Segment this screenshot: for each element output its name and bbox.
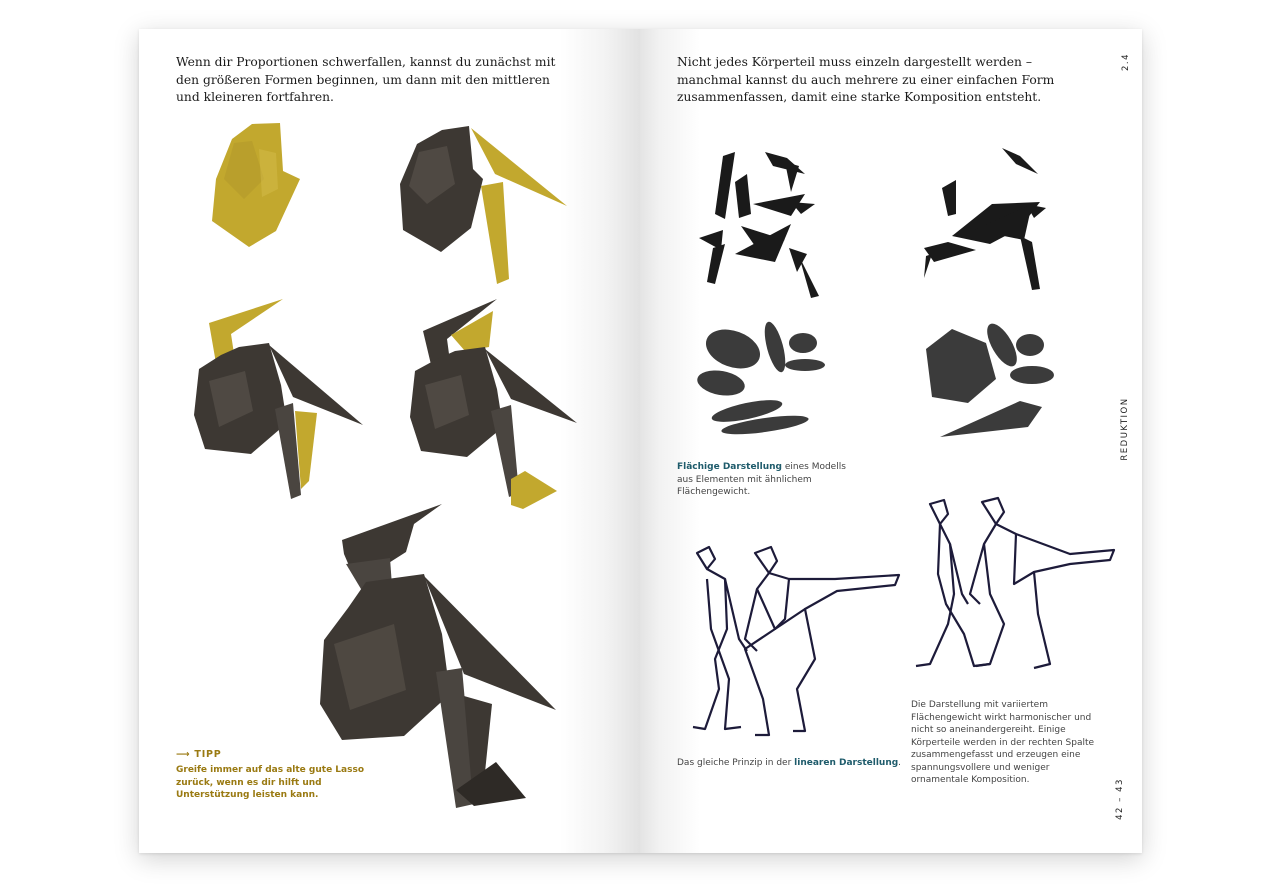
- caption-linear: [677, 757, 917, 770]
- caption-flat-text: eines Modells aus Elementen mit ähnlichem Flächengewicht.: [677, 462, 846, 497]
- caption-flat: [677, 461, 857, 499]
- caption-linear-end: .: [898, 758, 902, 768]
- caption-linear-text: Das gleiche Prinzip in der: [677, 758, 795, 768]
- left-intro-text: Wenn dir Proportionen schwerfallen, kannst du zunächst mit den größeren Formen beginnen, um dann mit den mittleren und kleineren fortfahren.: [176, 55, 556, 104]
- figure-flat-shards: [695, 144, 845, 304]
- figure-flat-merged: [920, 144, 1070, 304]
- tip-label: TIPP: [194, 749, 222, 760]
- figure-linear-left: [685, 539, 910, 739]
- right-intro-text: Nicht jedes Körperteil muss einzeln dargestellt werden – manchmal kannst du auch mehrere zu einer einfachen Form zusammenfassen, damit eine starke Komposition entsteht.: [677, 55, 1055, 104]
- book-spread: [139, 29, 1142, 853]
- section-number: 2.4: [1121, 52, 1131, 72]
- figure-brush-merged: [920, 319, 1070, 449]
- left-page: [139, 29, 640, 853]
- tip-heading: [176, 749, 366, 760]
- caption-flat-highlight: Flächige Darstellung: [677, 462, 782, 472]
- tip-text: Greife immer auf das alte gute Lasso zurück, wenn es dir hilft und Unterstützung leisten kann.: [176, 765, 365, 800]
- figure-linear-right: [910, 494, 1120, 684]
- caption-linear-highlight: linearen Darstellung: [794, 758, 899, 768]
- figure-step-2: [397, 124, 572, 284]
- page-numbers: 42 – 43: [1115, 778, 1125, 820]
- tip-box: [176, 749, 366, 802]
- right-page: [640, 29, 1142, 853]
- figure-brush-elements: [695, 319, 845, 439]
- caption-varied: Die Darstellung mit variiertem Flächengewicht wirkt harmonischer und nicht so aneinandergereiht. Einige Körperteile werden in der rechten Spalte zusammengefasst und erzeugen eine spannungsvollere und weniger ornamentale Komposition.: [911, 700, 1095, 785]
- arrow-right-icon: ⟶: [176, 749, 191, 760]
- figure-step-1: [204, 119, 304, 254]
- figure-step-4: [407, 299, 582, 514]
- section-title: REDUKTION: [1120, 397, 1130, 461]
- figure-step-3: [191, 299, 366, 504]
